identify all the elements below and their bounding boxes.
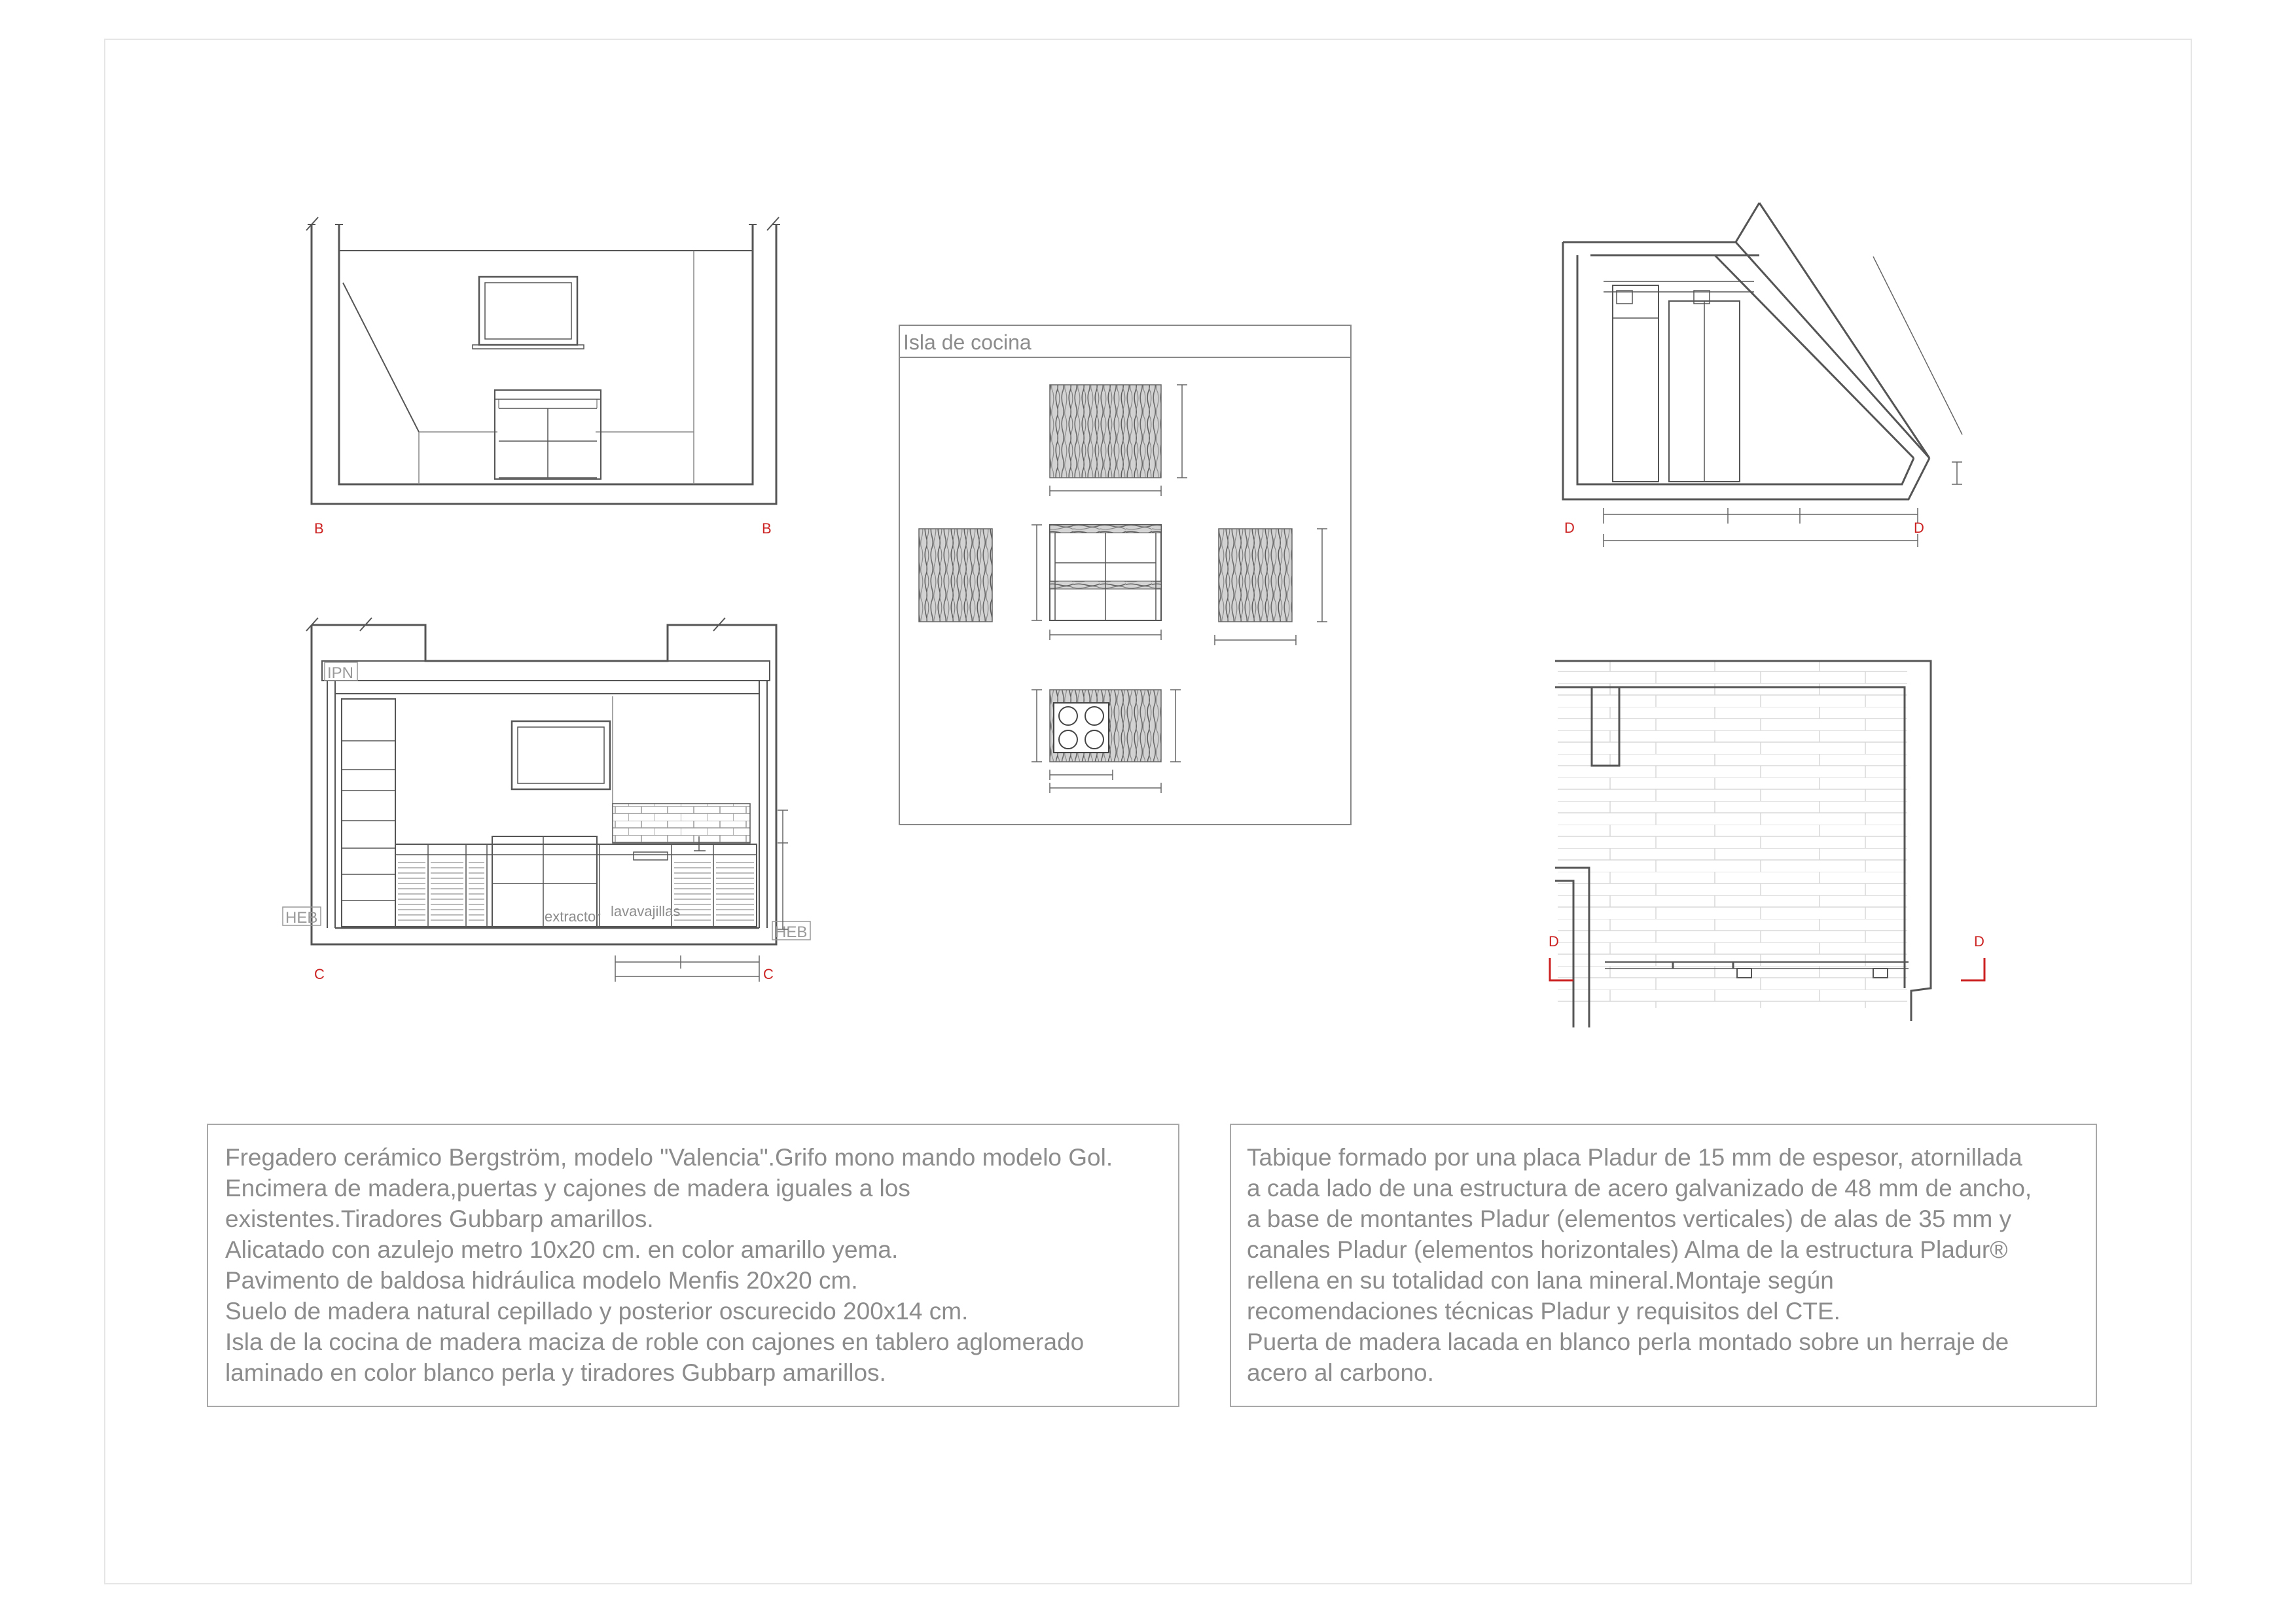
note-right-line: acero al carbono. — [1247, 1359, 1434, 1386]
note-right-line: Puerta de madera lacada en blanco perla montado sobre un herraje de — [1247, 1329, 2009, 1355]
floor-plan — [1555, 661, 1931, 1027]
section-mark-b-left: B — [314, 520, 324, 537]
note-left-line: Fregadero cerámico Bergström, modelo "Valencia".Grifo mono mando modelo Gol. — [225, 1144, 1113, 1171]
section-d-elevation — [1563, 203, 1929, 499]
section-mark-c-left: C — [314, 966, 325, 982]
ipn-label: IPN — [327, 664, 354, 682]
section-mark-d-plan-right: D — [1974, 933, 1984, 950]
island-left-view — [919, 529, 992, 622]
section-mark-d-plan-left: D — [1549, 933, 1559, 950]
heb-label-right: HEB — [775, 923, 808, 941]
note-left-line: Pavimento de baldosa hidráulica modelo Menfis 20x20 cm. — [225, 1267, 858, 1294]
note-right-line: canales Pladur (elementos horizontales) Alma de la estructura Pladur® — [1247, 1236, 2008, 1263]
section-mark-b-right: B — [762, 520, 772, 537]
note-left-line: Encimera de madera,puertas y cajones de madera iguales a los — [225, 1175, 910, 1202]
heb-label-left: HEB — [285, 909, 318, 927]
island-panel — [899, 325, 1351, 825]
section-mark-c-right: C — [763, 966, 774, 982]
section-mark-d-top-left: D — [1564, 520, 1575, 536]
lavavajillas-label: lavavajillas — [611, 903, 681, 919]
extractor-label: extractor — [545, 908, 601, 925]
note-right-line: a cada lado de una estructura de acero galvanizado de 48 mm de ancho, — [1247, 1175, 2032, 1202]
island-top-view — [1050, 385, 1161, 478]
note-left-line: laminado en color blanco perla y tiradores Gubbarp amarillos. — [225, 1359, 886, 1386]
note-right-line: Tabique formado por una placa Pladur de 15 mm de espesor, atornillada — [1247, 1144, 2022, 1171]
note-right-line: recomendaciones técnicas Pladur y requisitos del CTE. — [1247, 1298, 1840, 1325]
note-left-line: Suelo de madera natural cepillado y posterior oscurecido 200x14 cm. — [225, 1298, 969, 1325]
section-d-dimensions — [1604, 257, 1962, 547]
island-title: Isla de cocina — [903, 330, 1031, 354]
hob — [1054, 703, 1109, 753]
note-left-line: Isla de la cocina de madera maciza de roble con cajones en tablero aglomerado — [225, 1329, 1085, 1355]
island-right-view — [1219, 529, 1292, 622]
notes-left-box — [207, 1124, 1179, 1407]
elevation-b — [306, 217, 780, 504]
note-left-line: Alicatado con azulejo metro 10x20 cm. en color amarillo yema. — [225, 1236, 899, 1263]
note-right-line: a base de montantes Pladur (elementos verticales) de alas de 35 mm y — [1247, 1205, 2012, 1232]
note-left-line: existentes.Tiradores Gubbarp amarillos. — [225, 1205, 654, 1232]
note-right-line: rellena en su totalidad con lana mineral.Montaje según — [1247, 1267, 1834, 1294]
section-mark-d-top-right: D — [1914, 520, 1924, 536]
elevation-c — [306, 618, 776, 944]
notes-right-box — [1230, 1124, 2097, 1407]
